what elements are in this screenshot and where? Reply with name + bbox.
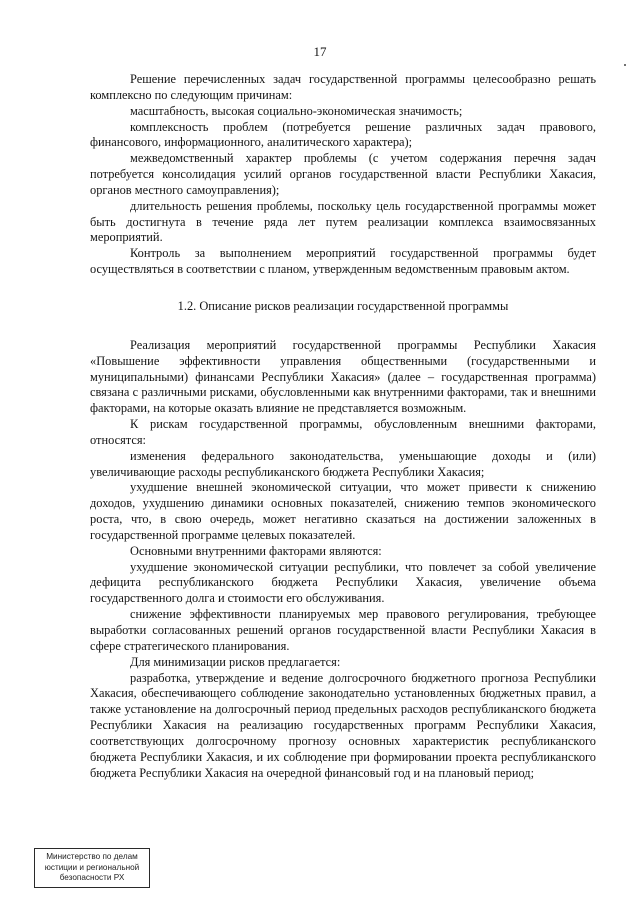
paragraph: комплексность проблем (потребуется решение различных задач правового, финансового, информационного, аналитического характера); — [90, 119, 596, 150]
paragraph: ухудшение экономической ситуации республики, что повлечет за собой увеличение дефицита республиканского бюджета Республики Хакасия, увеличение объема государственного долга и стоимости его обслуживания. — [90, 559, 596, 606]
paragraph: Решение перечисленных задач государственной программы целесообразно решать комплексно по следующим причинам: — [90, 72, 596, 102]
stamp-line: безопасности РХ — [59, 873, 125, 882]
paragraph: длительность решения проблемы, поскольку цель государственной программы может быть достигнута в течение ряда лет путем реализации комплекса взаимосвязанных мероприятий. — [90, 198, 596, 245]
stamp-line: Министерство по делам — [46, 852, 138, 861]
paragraph: ухудшение внешней экономической ситуации, что может привести к снижению доходов, ухудшению динамики основных показателей, снижению темпов экономического роста, что, в свою очередь, может негативно сказаться на достижении заложенных в государственной программе целевых показателей. — [90, 480, 596, 542]
paragraph: Основными внутренними факторами являются: — [130, 543, 382, 558]
paragraph: разработка, утверждение и ведение долгосрочного бюджетного прогноза Республики Хакасия, обеспечивающего соблюдение законодательно установленных бюджетных правил, а также установление на долгосрочный период предельных расходов республиканского бюджета Республики Хакасия на реализацию государственных программ Республики Хакасия, соответствующих долгосрочному прогнозу основных характеристик республиканского бюджета Республики Хакасия, и их соблюдение при формировании проекта республиканского бюджета Республики Хакасия на очередной финансовый год и на плановый период; — [90, 670, 596, 780]
scan-speck — [624, 64, 626, 66]
paragraph: К рискам государственной программы, обусловленным внешними факторами, относятся: — [90, 417, 596, 447]
paragraph: Контроль за выполнением мероприятий государственной программы будет осуществляться в соответствии с планом, утвержденным ведомственным правовым актом. — [90, 246, 596, 277]
page-number: 17 — [313, 44, 327, 59]
section-heading: 1.2. Описание рисков реализации государственной программы — [177, 298, 509, 313]
document-body — [90, 72, 596, 781]
ministry-stamp — [34, 848, 150, 888]
paragraph: масштабность, высокая социально-экономическая значимость; — [130, 103, 463, 118]
paragraph: Для минимизации рисков предлагается: — [130, 654, 341, 669]
paragraph: межведомственный характер проблемы (с учетом содержания перечня задач потребуется консолидация усилий органов государственной власти Республики Хакасия, органов местного самоуправления); — [90, 151, 596, 197]
paragraph: изменения федерального законодательства, уменьшающие доходы и (или) увеличивающие расходы республиканского бюджета Республики Хакасия; — [90, 448, 596, 479]
stamp-line: юстиции и региональной — [44, 862, 140, 872]
paragraph: Реализация мероприятий государственной программы Республики Хакасия «Повышение эффективности управления общественными (государственными и муниципальными) финансами Республики Хакасия» (далее – государственная программа) связана с различными рисками, обусловленными как внутренними факторами, так и внешними факторами, на которые оказать влияние не представляется возможным. — [90, 337, 596, 416]
paragraph: снижение эффективности планируемых мер правового регулирования, требующее выработки согласованных решений органов государственной власти Республики Хакасия в сфере стратегического планирования. — [90, 607, 596, 653]
